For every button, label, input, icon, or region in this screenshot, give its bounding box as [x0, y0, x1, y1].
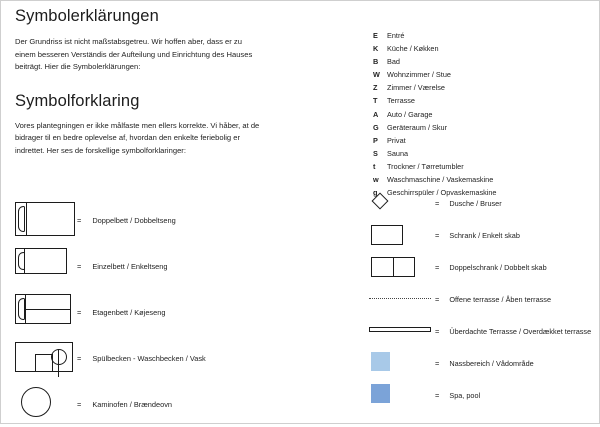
abbreviation-value: Trockner / Tørretumbler [387, 161, 464, 171]
legend-item-open-terrace [367, 283, 595, 315]
abbreviation-key: w [373, 175, 379, 185]
abbreviation-key: P [373, 135, 378, 145]
legend-label: Einzelbett / Enkeltseng [92, 261, 168, 271]
abbreviation-row [373, 55, 588, 68]
legend-item-wardrobe-single [367, 219, 595, 251]
pool-swatch-icon [367, 383, 435, 407]
abbreviation-value: Bad [387, 57, 400, 67]
equals-sign: = [77, 215, 82, 225]
abbreviation-key: A [373, 109, 379, 119]
legend-label: Dusche / Bruser [449, 198, 502, 208]
left-text-column [15, 7, 355, 158]
legend-label: Etagenbett / Køjeseng [92, 307, 166, 317]
open-terrace-icon [367, 287, 435, 311]
abbreviation-key: E [373, 31, 378, 40]
abbreviation-row [373, 173, 588, 186]
left-symbol-list [15, 197, 355, 427]
abbreviation-key: Z [373, 83, 378, 93]
legend-item-pool [367, 379, 595, 411]
legend-label: Doppelschrank / Dobbelt skab [449, 262, 547, 272]
abbreviation-value: Wohnzimmer / Stue [387, 70, 451, 80]
abbreviation-value: Küche / Køkken [387, 44, 439, 54]
roofed-terrace-icon [367, 319, 435, 343]
single-bed-icon [15, 248, 77, 284]
abbreviation-row [373, 108, 588, 121]
legend-label: Kaminofen / Brændeovn [92, 399, 173, 409]
legend-label: Überdachte Terrasse / Overdækket terrasse [449, 326, 592, 336]
wood-stove-icon [15, 386, 77, 422]
equals-sign: = [435, 326, 440, 336]
legend-item-shower [367, 187, 595, 219]
abbreviation-value: Sauna [387, 148, 409, 158]
equals-sign: = [77, 307, 82, 317]
double-bed-icon [15, 202, 77, 238]
abbreviation-value: Privat [387, 135, 406, 145]
legend-label: Doppelbett / Dobbeltseng [92, 215, 176, 225]
abbreviation-row [373, 42, 588, 55]
abbreviation-key: S [373, 148, 378, 158]
abbreviation-list [373, 29, 588, 199]
shower-diamond-icon [367, 191, 435, 215]
abbreviation-value: Zimmer / Værelse [387, 83, 445, 93]
equals-sign: = [77, 353, 82, 363]
equals-sign: = [435, 230, 440, 240]
abbreviation-row [373, 134, 588, 147]
abbreviation-key: K [373, 44, 379, 54]
sink-basin-icon [15, 340, 77, 376]
abbreviation-key: B [373, 57, 379, 67]
abbreviation-row [373, 29, 588, 42]
bunk-bed-icon [15, 294, 77, 330]
legend-label: Schrank / Enkelt skab [449, 230, 520, 240]
abbreviation-row [373, 121, 588, 134]
abbreviation-value: Waschmaschine / Vaskemaskine [387, 175, 494, 185]
abbreviation-key: G [373, 122, 379, 132]
abbreviation-value: Geschirrspüler / Opvaskemaskine [387, 188, 497, 198]
abbreviation-row [373, 147, 588, 160]
abbreviation-key: W [373, 70, 380, 80]
legend-label: Offene terrasse / Åben terrasse [449, 294, 551, 304]
legend-label: Spülbecken - Waschbecken / Vask [92, 353, 206, 363]
abbreviation-value: Terrasse [387, 96, 415, 106]
wardrobe-single-icon [367, 223, 435, 247]
abbreviation-value: Auto / Garage [387, 109, 433, 119]
legend-item-wood-stove [15, 381, 355, 427]
legend-item-wardrobe-double [367, 251, 595, 283]
equals-sign: = [435, 294, 440, 304]
legend-item-bunk-bed [15, 289, 355, 335]
legend-item-sink [15, 335, 355, 381]
abbreviation-row [373, 94, 588, 107]
equals-sign: = [77, 261, 82, 271]
legend-label: Spa, pool [449, 390, 481, 400]
page-title-da: Symbolforklaring [15, 91, 140, 110]
equals-sign: = [435, 262, 440, 272]
blurb-de: Der Grundriss ist nicht maßstabsgetreu. Wir hoffen aber, dass er zu einem besseren Verständis der Aufteilung und Einrichtung des Hauses beiträgt. Hier die Symbolerklärungen: [15, 37, 253, 72]
blurb-da: Vores plantegningen er ikke målfaste men ellers korrekte. Vi håber, at de bidrager til en bedre oplevelse af, hvordan den enkelte feriebolig er indrettet. Her ses de forskellige symbolforklaringer: [15, 120, 260, 155]
legend-label: Nassbereich / Vådområde [449, 358, 534, 368]
page-title-de: Symbolerklärungen [15, 7, 159, 25]
abbreviation-row [373, 81, 588, 94]
abbreviation-key: T [373, 96, 378, 106]
abbreviation-row [373, 160, 588, 173]
equals-sign: = [435, 198, 440, 208]
equals-sign: = [435, 390, 440, 400]
legend-item-double-bed [15, 197, 355, 243]
abbreviation-row [373, 68, 588, 81]
equals-sign: = [435, 358, 440, 368]
abbreviation-value: Geräteraum / Skur [387, 122, 448, 132]
right-symbol-list [367, 187, 595, 411]
wardrobe-double-icon [367, 255, 435, 279]
legend-item-wet-area [367, 347, 595, 379]
abbreviation-value: Entré [387, 31, 405, 40]
wet-area-swatch-icon [367, 351, 435, 375]
legend-item-roofed-terrace [367, 315, 595, 347]
abbreviation-key: t [373, 161, 376, 171]
legend-item-single-bed [15, 243, 355, 289]
equals-sign: = [77, 399, 82, 409]
abbreviation-key: g [373, 188, 378, 198]
